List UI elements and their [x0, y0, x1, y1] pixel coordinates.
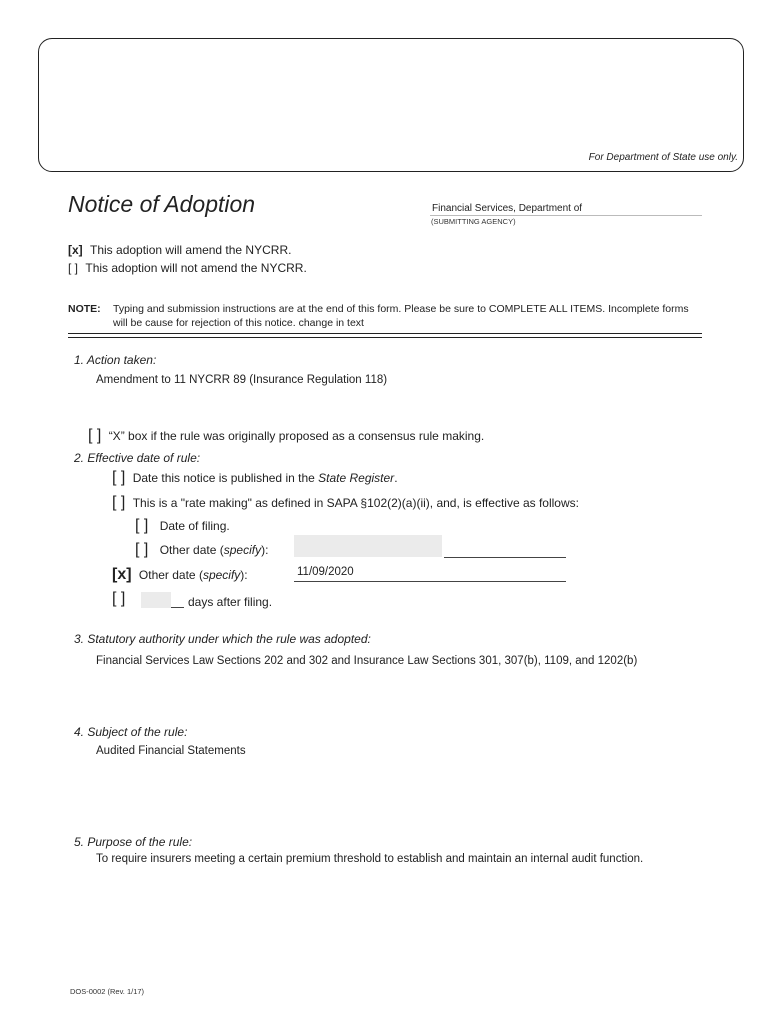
other-date-underline	[294, 581, 566, 582]
other-date-option	[112, 566, 248, 584]
action-taken-field[interactable]: Amendment to 11 NYCRR 89 (Insurance Regulation 118)	[96, 374, 388, 386]
published-option	[112, 469, 398, 487]
divider-bottom	[68, 337, 702, 338]
note-label: NOTE:	[68, 303, 101, 315]
office-use-label: For Department of State use only.	[588, 152, 738, 163]
amend-label: This adoption will amend the NYCRR.	[90, 243, 292, 257]
rate-other-date-option	[135, 541, 268, 559]
consensus-option	[88, 427, 484, 445]
note-text: Typing and submission instructions are at the end of this form. Please be sure to COMPLETE ALL ITEMS. Incomplete forms will be cause for rejection of this notice. change in text	[113, 303, 689, 329]
date-of-filing-option	[135, 517, 230, 535]
other-date-label: Other date (specify):	[138, 568, 248, 582]
date-of-filing-checkbox[interactable]: [ ]	[135, 517, 149, 534]
agency-caption: (SUBMITTING AGENCY)	[431, 217, 516, 226]
statutory-authority-field[interactable]: Financial Services Law Sections 202 and 302 and Insurance Law Sections 301, 307(b), 1109, and 1202(b)	[96, 655, 638, 667]
purpose-field[interactable]: To require insurers meeting a certain premium threshold to establish and maintain an internal audit function.	[96, 853, 644, 865]
consensus-label: “X” box if the rule was originally proposed as a consensus rule making.	[108, 429, 485, 443]
section-5-heading: 5. Purpose of the rule:	[74, 835, 193, 849]
rate-making-option	[112, 494, 579, 512]
section-3-heading: 3. Statutory authority under which the rule was adopted:	[74, 632, 371, 646]
not-amend-option	[68, 261, 307, 275]
date-of-filing-label: Date of filing.	[159, 519, 230, 533]
days-after-label: days after filing.	[188, 595, 273, 609]
form-id: DOS-0002 (Rev. 1/17)	[70, 987, 145, 996]
subject-field[interactable]: Audited Financial Statements	[96, 745, 246, 757]
consensus-checkbox[interactable]: [ ]	[88, 427, 102, 444]
not-amend-checkbox[interactable]: [ ]	[68, 261, 79, 275]
other-date-checkbox[interactable]: [x]	[112, 566, 132, 583]
amend-checkbox[interactable]: [x]	[68, 243, 83, 257]
other-date-value[interactable]: 11/09/2020	[297, 566, 354, 578]
rate-other-date-underline	[444, 557, 566, 558]
section-2-heading: 2. Effective date of rule:	[74, 451, 201, 465]
rate-making-label: This is a "rate making" as defined in SAPA §102(2)(a)(ii), and, is effective as follows:	[132, 496, 579, 510]
divider-top	[68, 333, 702, 334]
section-1-heading: 1. Action taken:	[74, 353, 157, 367]
published-label: Date this notice is published in the State Register.	[132, 471, 398, 485]
days-after-checkbox[interactable]: [ ]	[112, 590, 126, 607]
days-after-option	[112, 590, 125, 608]
published-checkbox[interactable]: [ ]	[112, 469, 126, 486]
submitting-agency-field[interactable]: Financial Services, Department of	[432, 203, 583, 214]
agency-underline	[430, 215, 702, 216]
form-title: Notice of Adoption	[68, 191, 256, 217]
amend-option	[68, 243, 291, 257]
rate-other-date-label: Other date (specify):	[159, 543, 269, 557]
not-amend-label: This adoption will not amend the NYCRR.	[85, 261, 307, 275]
rate-making-checkbox[interactable]: [ ]	[112, 494, 126, 511]
rate-other-date-checkbox[interactable]: [ ]	[135, 541, 149, 558]
days-after-underline	[171, 607, 184, 608]
section-4-heading: 4. Subject of the rule:	[74, 725, 188, 739]
rate-other-date-input[interactable]	[294, 535, 442, 557]
days-after-input[interactable]	[141, 592, 171, 608]
